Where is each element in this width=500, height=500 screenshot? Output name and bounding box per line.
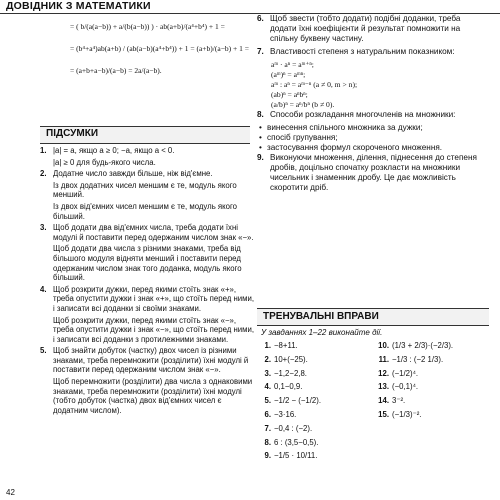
summary-item-text: Щоб розкрити дужки, перед якими стоїть знак «−», треба опустити дужки і знак «−», що стоїть перед ними, і записати всі доданки з протилежними знаками.: [53, 315, 254, 344]
right-column: [257, 14, 489, 196]
exercise: 2. 10+(−25).: [264, 354, 308, 364]
summary-item-text: |a| = a, якщо a ≥ 0; −a, якщо a < 0.: [53, 146, 175, 155]
summary-item-text: Щоб додати два числа з різними знаками, треба від більшого модуля відняти менший і поставити перед одержаним числом знак того доданка, модуль якого більший.: [53, 244, 242, 283]
summary-item-text: Щоб перемножити (розділити) два числа з однаковими знаками, треба перемножити (розділити) їхні модулі (тобто добуток (частка) двох від'ємних чисел є додатним числом).: [53, 377, 253, 415]
power-law: aᵐ : aⁿ = aᵐ⁻ⁿ (a ≠ 0, m > n);: [271, 80, 358, 89]
summary-item-8: 8. Способи розкладання многочленів на множники:: [257, 110, 489, 120]
summary-item-9: 9. Виконуючи множення, ділення, піднесення до степеня дробів, доцільно спочатку розкласти на множники чисельник і знаменник дробу. Це дає можливість скоротити дріб.: [257, 153, 489, 193]
summary-item-text: Способи розкладання многочленів на множники:: [270, 110, 456, 119]
summary-item: [40, 346, 255, 375]
exercise: 11. −1/3 : (−2 1/3).: [378, 354, 444, 364]
formula-line-1: = ( b/(a(a−b)) + a/(b(a−b)) ) · ab(a+b)/(a⁴+b⁴) + 1 =: [70, 22, 225, 31]
page-header: [0, 0, 500, 14]
exercise: 9. −1/5 · 10/11.: [264, 451, 318, 461]
power-law: (a/b)ⁿ = aⁿ/bⁿ (b ≠ 0).: [271, 100, 335, 109]
summary-item: [40, 169, 255, 179]
bullet-item: • спосіб групування;: [257, 133, 489, 143]
summary-item-text: |a| ≥ 0 для будь-якого числа.: [53, 157, 156, 167]
exercise: 15. (−1/3)⁻².: [378, 409, 422, 419]
exercise: 12. (−1/2)⁴.: [378, 368, 419, 378]
exercise: 3. −1,2−2,8.: [264, 368, 307, 378]
summary-item: [40, 146, 255, 156]
summary-item-text: Щоб знайти добуток (частку) двох чисел із різними знаками, треба перемножити (розділити) їхні модулі й поставити перед одержаним числом знак «−».: [53, 346, 249, 375]
formula-line-2: = (b⁴+a⁴)ab(a+b) / (ab(a−b)(a⁴+b⁴)) + 1 = (a+b)/(a−b) + 1 =: [70, 44, 250, 53]
summary-list: [40, 146, 255, 417]
exercise: 5. −1/2 − (−1/2).: [264, 396, 322, 406]
summary-item-7: 7. Властивості степеня з натуральним показником:: [257, 47, 489, 57]
exercises-header: [257, 308, 489, 326]
power-laws: [257, 60, 489, 110]
summary-item-number: 5.: [40, 346, 47, 356]
summary-item-number: 3.: [40, 223, 47, 233]
formula-block: [70, 16, 270, 82]
summary-item-text: Щоб звести (тобто додати) подібні доданки, треба додати їхні коефіцієнти й результат помножити на спільну буквену частину.: [270, 14, 461, 43]
summary-item: [40, 223, 255, 242]
factoring-methods: [257, 123, 489, 153]
summary-item-text: Додатне число завжди більше, ніж від'ємне.: [53, 169, 213, 179]
exercise: 1. −8+11.: [264, 341, 298, 350]
exercise: 14. 3⁻².: [378, 396, 406, 406]
page-number: 42: [6, 488, 15, 497]
exercises-title: ТРЕНУВАЛЬНІ ВПРАВИ: [263, 311, 379, 322]
summary-header: [40, 126, 250, 144]
power-law: (aᵐ)ⁿ = aᵐⁿ;: [271, 70, 306, 79]
summary-item: [40, 285, 255, 314]
summary-item-number: 1.: [40, 146, 47, 155]
exercises-column-right: [375, 339, 485, 463]
bullet-item: • застосування формул скороченого множення.: [257, 143, 489, 153]
page-header-title: ДОВІДНИК З МАТЕМАТИКИ: [6, 0, 151, 12]
power-law: aᵐ · aⁿ = aᵐ⁺ⁿ;: [271, 60, 314, 69]
exercises-section: [257, 308, 489, 463]
summary-item-number: 2.: [40, 169, 47, 179]
formula-line-3: = (a+b+a−b)/(a−b) = 2a/(a−b).: [70, 66, 162, 75]
power-law: (ab)ⁿ = aⁿbⁿ;: [271, 90, 308, 99]
summary-item-text: Щоб розкрити дужки, перед якими стоїть знак «+», треба опустити дужки і знак «+», що стоїть перед ними, і записати всі доданки зі своїми знаками.: [53, 284, 254, 313]
exercise: 13. (−0,1)⁴.: [378, 382, 419, 392]
exercise: 10. (1/3 + 2/3)·(−2/3).: [378, 341, 454, 350]
summary-title: ПІДСУМКИ: [46, 128, 99, 139]
exercises-intro: У завданнях 1–22 виконайте дії.: [261, 328, 383, 337]
exercise: 6. −3·16.: [264, 409, 297, 419]
summary-item-text: Із двох додатних чисел меншим є те, модуль якого менший.: [53, 180, 237, 200]
exercise: 8. 6 : (3,5−0,5).: [264, 437, 319, 447]
exercises-grid: [257, 339, 489, 463]
exercise: 4. 0,1−0,9.: [264, 382, 303, 392]
exercises-column-left: [257, 339, 367, 463]
summary-item-6: 6. Щоб звести (тобто додати) подібні доданки, треба додати їхні коефіцієнти й результат помножити на спільну буквену частину.: [257, 14, 489, 44]
exercise: 7. −0,4 : (−2).: [264, 423, 313, 433]
summary-item-number: 4.: [40, 284, 47, 294]
summary-item-text: Із двох від'ємних чисел меншим є те, модуль якого більший.: [53, 201, 237, 221]
summary-item-text: Виконуючи множення, ділення, піднесення до степеня дробів, доцільно спочатку розкласти на множники чисельник і знаменник дробу. Це дає можливість скоротити дріб.: [270, 153, 477, 192]
summary-item-text: Властивості степеня з натуральним показником:: [270, 47, 455, 56]
summary-item-text: Щоб додати два від'ємних числа, треба додати їхні модулі й поставити перед одержаним числом знак «−».: [53, 223, 254, 242]
bullet-item: • винесення спільного множника за дужки;: [257, 123, 489, 133]
